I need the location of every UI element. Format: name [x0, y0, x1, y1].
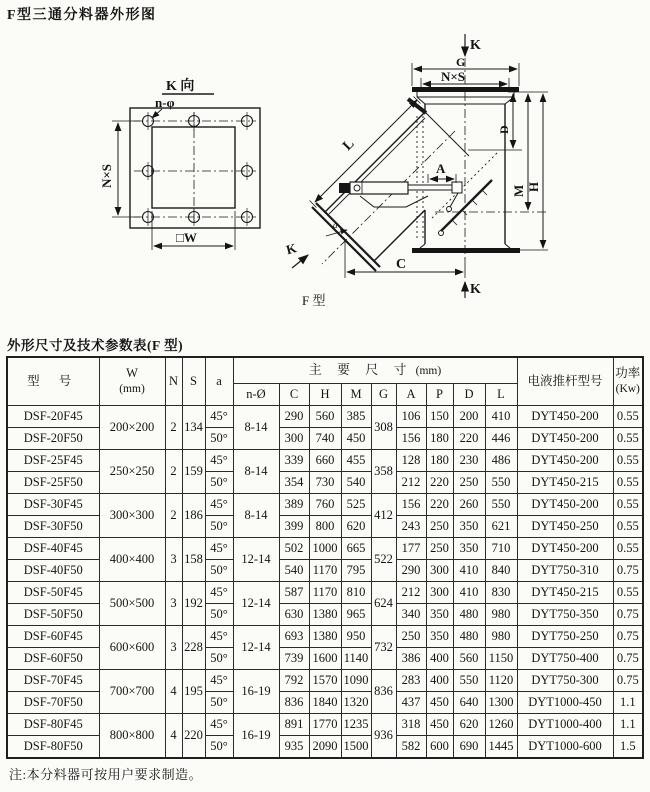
- cell-d: 250: [453, 471, 485, 493]
- k-top-label: K: [470, 38, 481, 53]
- cell-a: 156: [396, 493, 426, 515]
- side-view: [292, 34, 548, 298]
- cell-h: 1840: [309, 691, 341, 713]
- cell-actuator: DYT450-215: [517, 581, 613, 603]
- cell-a: 243: [396, 515, 426, 537]
- cell-m: 665: [341, 537, 371, 559]
- cell-l: 486: [485, 449, 517, 471]
- header-main-dims: [233, 357, 517, 383]
- table-row: [7, 537, 643, 559]
- cell-p: 180: [426, 449, 453, 471]
- cell-c: 339: [279, 449, 309, 471]
- cell-angle: 50°: [205, 427, 233, 449]
- cell-n: 3: [165, 537, 182, 581]
- cell-angle: 50°: [205, 471, 233, 493]
- cell-c: 630: [279, 603, 309, 625]
- cell-d: 350: [453, 515, 485, 537]
- cell-nphi: 8-14: [233, 449, 279, 493]
- cell-a: 582: [396, 735, 426, 758]
- cell-power: 0.55: [613, 515, 643, 537]
- parameters-table: [6, 356, 644, 759]
- cell-p: 300: [426, 559, 453, 581]
- cell-actuator: DYT750-350: [517, 603, 613, 625]
- cell-a: 106: [396, 405, 426, 427]
- cell-c: 693: [279, 625, 309, 647]
- dim-label-l: L: [340, 136, 358, 154]
- cell-w: 250×250: [99, 449, 165, 493]
- cell-a: 212: [396, 471, 426, 493]
- cell-m: 620: [341, 515, 371, 537]
- cell-h: 740: [309, 427, 341, 449]
- cell-d: 260: [453, 493, 485, 515]
- cell-g: 308: [371, 405, 396, 449]
- cell-h: 800: [309, 515, 341, 537]
- cell-c: 300: [279, 427, 309, 449]
- header-w: [99, 357, 165, 405]
- cell-actuator: DYT450-200: [517, 537, 613, 559]
- cell-a: 340: [396, 603, 426, 625]
- sub-header-2: H: [309, 383, 341, 405]
- cell-h: 660: [309, 449, 341, 471]
- sub-header-8: L: [485, 383, 517, 405]
- cell-c: 792: [279, 669, 309, 691]
- cell-angle: 45°: [205, 669, 233, 691]
- cell-m: 450: [341, 427, 371, 449]
- dim-label-ns-left: N×S: [99, 163, 114, 188]
- header-s: S: [182, 357, 205, 405]
- header-power-text: 功率: [615, 366, 641, 381]
- dim-label-g: G: [456, 55, 466, 69]
- cell-l: 621: [485, 515, 517, 537]
- cell-model: DSF-25F45: [7, 449, 99, 471]
- cell-g: 936: [371, 713, 396, 758]
- cell-h: 1380: [309, 603, 341, 625]
- cell-model: DSF-40F45: [7, 537, 99, 559]
- cell-actuator: DYT450-200: [517, 405, 613, 427]
- header-n: N: [165, 357, 182, 405]
- cell-c: 587: [279, 581, 309, 603]
- cell-actuator: DYT450-215: [517, 471, 613, 493]
- header-power-unit: (Kw): [615, 382, 640, 395]
- cell-power: 0.75: [613, 669, 643, 691]
- cell-d: 350: [453, 537, 485, 559]
- cell-g: 358: [371, 449, 396, 493]
- cell-p: 150: [426, 405, 453, 427]
- cell-model: DSF-50F45: [7, 581, 99, 603]
- cell-l: 1120: [485, 669, 517, 691]
- cell-h: 560: [309, 405, 341, 427]
- cell-m: 795: [341, 559, 371, 581]
- cell-m: 810: [341, 581, 371, 603]
- cell-actuator: DYT450-250: [517, 515, 613, 537]
- cell-model: DSF-30F50: [7, 515, 99, 537]
- cell-s: 159: [182, 449, 205, 493]
- sub-header-3: M: [341, 383, 371, 405]
- cell-g: 522: [371, 537, 396, 581]
- cell-l: 1260: [485, 713, 517, 735]
- dim-label-d: D: [497, 125, 511, 134]
- cell-model: DSF-60F50: [7, 647, 99, 669]
- cell-power: 0.55: [613, 427, 643, 449]
- sub-header-5: A: [396, 383, 426, 405]
- cell-s: 134: [182, 405, 205, 449]
- cell-power: 1.1: [613, 713, 643, 735]
- cell-p: 400: [426, 669, 453, 691]
- cell-model: DSF-60F45: [7, 625, 99, 647]
- cell-p: 220: [426, 493, 453, 515]
- cell-h: 1380: [309, 625, 341, 647]
- cell-p: 250: [426, 537, 453, 559]
- cell-h: 2090: [309, 735, 341, 758]
- cell-p: 300: [426, 581, 453, 603]
- table-row: [7, 449, 643, 471]
- cell-d: 200: [453, 405, 485, 427]
- cell-power: 1.5: [613, 735, 643, 758]
- header-w-symbol: W: [126, 366, 138, 381]
- table-row: [7, 713, 643, 735]
- cell-g: 836: [371, 669, 396, 713]
- table-row: [7, 493, 643, 515]
- k-bottom-label: K: [470, 282, 481, 297]
- cell-s: 192: [182, 581, 205, 625]
- sub-header-1: C: [279, 383, 309, 405]
- cell-power: 0.55: [613, 449, 643, 471]
- cell-p: 350: [426, 625, 453, 647]
- cell-c: 389: [279, 493, 309, 515]
- cell-angle: 45°: [205, 713, 233, 735]
- cell-power: 0.55: [613, 471, 643, 493]
- cell-w: 700×700: [99, 669, 165, 713]
- cell-h: 1170: [309, 581, 341, 603]
- cell-m: 1320: [341, 691, 371, 713]
- cell-d: 410: [453, 559, 485, 581]
- cell-l: 840: [485, 559, 517, 581]
- left-flange-view: [112, 94, 260, 250]
- cell-a: 212: [396, 581, 426, 603]
- cell-c: 540: [279, 559, 309, 581]
- cell-h: 730: [309, 471, 341, 493]
- k-side-label: K: [284, 240, 299, 258]
- cell-l: 830: [485, 581, 517, 603]
- cell-model: DSF-25F50: [7, 471, 99, 493]
- cell-d: 560: [453, 647, 485, 669]
- cell-d: 640: [453, 691, 485, 713]
- dim-label-h: H: [526, 181, 541, 192]
- cell-p: 450: [426, 713, 453, 735]
- cell-angle: 50°: [205, 735, 233, 758]
- cell-s: 228: [182, 625, 205, 669]
- cell-l: 980: [485, 603, 517, 625]
- cell-nphi: 8-14: [233, 493, 279, 537]
- cell-s: 220: [182, 713, 205, 758]
- cell-model: DSF-20F45: [7, 405, 99, 427]
- sub-header-7: D: [453, 383, 485, 405]
- cell-model: DSF-20F50: [7, 427, 99, 449]
- cell-angle: 45°: [205, 537, 233, 559]
- cell-power: 0.75: [613, 559, 643, 581]
- cell-d: 220: [453, 427, 485, 449]
- cell-a: 283: [396, 669, 426, 691]
- cell-p: 400: [426, 647, 453, 669]
- cell-p: 600: [426, 735, 453, 758]
- cell-angle: 45°: [205, 405, 233, 427]
- cell-a: 437: [396, 691, 426, 713]
- table-body: [7, 405, 643, 758]
- cell-s: 195: [182, 669, 205, 713]
- cell-actuator: DYT750-300: [517, 669, 613, 691]
- cell-angle: 45°: [205, 449, 233, 471]
- cell-nphi: 12-14: [233, 625, 279, 669]
- cell-angle: 50°: [205, 691, 233, 713]
- cell-d: 230: [453, 449, 485, 471]
- cell-g: 732: [371, 625, 396, 669]
- cell-h: 1770: [309, 713, 341, 735]
- table-row: [7, 581, 643, 603]
- cell-d: 410: [453, 581, 485, 603]
- cell-actuator: DYT750-400: [517, 647, 613, 669]
- cell-m: 525: [341, 493, 371, 515]
- cell-angle: 50°: [205, 559, 233, 581]
- cell-power: 0.75: [613, 603, 643, 625]
- cell-a: 386: [396, 647, 426, 669]
- table-title: 外形尺寸及技术参数表(F 型): [7, 338, 184, 353]
- cell-s: 186: [182, 493, 205, 537]
- cell-m: 455: [341, 449, 371, 471]
- dim-label-w: □W: [176, 230, 197, 245]
- dim-label-m: M: [511, 184, 526, 197]
- cell-m: 385: [341, 405, 371, 427]
- cell-nphi: 16-19: [233, 669, 279, 713]
- cell-c: 836: [279, 691, 309, 713]
- cell-n: 4: [165, 713, 182, 758]
- dim-label-c: C: [396, 257, 407, 272]
- table-row: [7, 669, 643, 691]
- cell-c: 935: [279, 735, 309, 758]
- cell-model: DSF-70F50: [7, 691, 99, 713]
- cell-l: 710: [485, 537, 517, 559]
- cell-d: 620: [453, 713, 485, 735]
- hole-spec-label: n-φ: [155, 95, 175, 110]
- angle-a-label: a: [333, 220, 338, 230]
- cell-w: 600×600: [99, 625, 165, 669]
- cell-p: 250: [426, 515, 453, 537]
- header-main-dims-text: 主 要 尺 寸: [308, 361, 413, 377]
- cell-h: 760: [309, 493, 341, 515]
- cell-l: 410: [485, 405, 517, 427]
- cell-d: 690: [453, 735, 485, 758]
- cell-actuator: DYT450-200: [517, 427, 613, 449]
- cell-actuator: DYT750-310: [517, 559, 613, 581]
- header-a: a: [205, 357, 233, 405]
- cell-n: 2: [165, 405, 182, 449]
- cell-power: 0.55: [613, 537, 643, 559]
- outline-drawing: [0, 0, 650, 332]
- cell-a: 177: [396, 537, 426, 559]
- cell-h: 1570: [309, 669, 341, 691]
- cell-nphi: 12-14: [233, 581, 279, 625]
- table-header: [7, 357, 643, 405]
- cell-m: 1090: [341, 669, 371, 691]
- bolt-holes: [143, 116, 253, 223]
- cell-l: 1300: [485, 691, 517, 713]
- cell-actuator: DYT1000-400: [517, 713, 613, 735]
- cell-a: 318: [396, 713, 426, 735]
- cell-c: 354: [279, 471, 309, 493]
- cell-power: 0.75: [613, 647, 643, 669]
- cell-n: 4: [165, 669, 182, 713]
- table-row: [7, 625, 643, 647]
- page-title: F型三通分料器外形图: [7, 8, 157, 23]
- cell-a: 290: [396, 559, 426, 581]
- cell-d: 480: [453, 603, 485, 625]
- cell-nphi: 16-19: [233, 713, 279, 758]
- cell-model: DSF-70F45: [7, 669, 99, 691]
- figure-type-label: F 型: [302, 293, 326, 308]
- sub-header-6: P: [426, 383, 453, 405]
- cell-w: 800×800: [99, 713, 165, 758]
- cell-s: 158: [182, 537, 205, 581]
- header-actuator: 电液推杆型号: [517, 357, 613, 405]
- cell-m: 1235: [341, 713, 371, 735]
- cell-c: 891: [279, 713, 309, 735]
- cell-m: 1500: [341, 735, 371, 758]
- cell-p: 220: [426, 471, 453, 493]
- cell-angle: 45°: [205, 493, 233, 515]
- cell-angle: 50°: [205, 515, 233, 537]
- cell-nphi: 12-14: [233, 537, 279, 581]
- cell-c: 290: [279, 405, 309, 427]
- dim-label-a: A: [436, 161, 446, 176]
- cell-angle: 45°: [205, 625, 233, 647]
- cell-model: DSF-50F50: [7, 603, 99, 625]
- cell-h: 1170: [309, 559, 341, 581]
- cell-power: 1.1: [613, 691, 643, 713]
- cell-p: 180: [426, 427, 453, 449]
- cell-actuator: DYT1000-600: [517, 735, 613, 758]
- cell-actuator: DYT450-200: [517, 493, 613, 515]
- cell-l: 1150: [485, 647, 517, 669]
- cell-angle: 45°: [205, 581, 233, 603]
- cell-l: 446: [485, 427, 517, 449]
- cell-model: DSF-40F50: [7, 559, 99, 581]
- cell-w: 300×300: [99, 493, 165, 537]
- cell-model: DSF-80F50: [7, 735, 99, 758]
- header-model: 型 号: [7, 357, 99, 405]
- cell-angle: 50°: [205, 603, 233, 625]
- cell-g: 412: [371, 493, 396, 537]
- sub-header-4: G: [371, 383, 396, 405]
- cell-m: 950: [341, 625, 371, 647]
- cell-h: 1600: [309, 647, 341, 669]
- cell-g: 624: [371, 581, 396, 625]
- cell-power: 0.55: [613, 493, 643, 515]
- cell-l: 550: [485, 493, 517, 515]
- header-power: [613, 357, 643, 405]
- sub-header-0: n-Ø: [233, 383, 279, 405]
- cell-n: 3: [165, 625, 182, 669]
- header-w-unit: (mm): [119, 382, 145, 395]
- cell-model: DSF-30F45: [7, 493, 99, 515]
- cell-m: 540: [341, 471, 371, 493]
- cell-n: 2: [165, 449, 182, 493]
- cell-l: 1445: [485, 735, 517, 758]
- cell-a: 250: [396, 625, 426, 647]
- cell-c: 399: [279, 515, 309, 537]
- cell-p: 350: [426, 603, 453, 625]
- cell-actuator: DYT450-200: [517, 449, 613, 471]
- cell-w: 400×400: [99, 537, 165, 581]
- table-row: [7, 405, 643, 427]
- cell-w: 200×200: [99, 405, 165, 449]
- cell-m: 965: [341, 603, 371, 625]
- cell-l: 550: [485, 471, 517, 493]
- cell-model: DSF-80F45: [7, 713, 99, 735]
- cell-w: 500×500: [99, 581, 165, 625]
- cell-c: 502: [279, 537, 309, 559]
- cell-d: 480: [453, 625, 485, 647]
- cell-actuator: DYT1000-450: [517, 691, 613, 713]
- cell-nphi: 8-14: [233, 405, 279, 449]
- cell-a: 156: [396, 427, 426, 449]
- cell-a: 128: [396, 449, 426, 471]
- header-main-dims-unit: (mm): [415, 364, 442, 377]
- cell-power: 0.55: [613, 405, 643, 427]
- cell-power: 0.75: [613, 625, 643, 647]
- footer-note: 注:本分料器可按用户要求制造。: [9, 767, 203, 782]
- cell-p: 450: [426, 691, 453, 713]
- cell-h: 1000: [309, 537, 341, 559]
- cell-l: 980: [485, 625, 517, 647]
- cell-n: 2: [165, 493, 182, 537]
- cell-d: 550: [453, 669, 485, 691]
- cell-n: 3: [165, 581, 182, 625]
- dim-label-ns-right: N×S: [441, 69, 466, 84]
- left-view-title: K 向: [166, 79, 195, 94]
- cell-m: 1140: [341, 647, 371, 669]
- cell-angle: 50°: [205, 647, 233, 669]
- cell-actuator: DYT750-250: [517, 625, 613, 647]
- cell-power: 0.55: [613, 581, 643, 603]
- cell-c: 739: [279, 647, 309, 669]
